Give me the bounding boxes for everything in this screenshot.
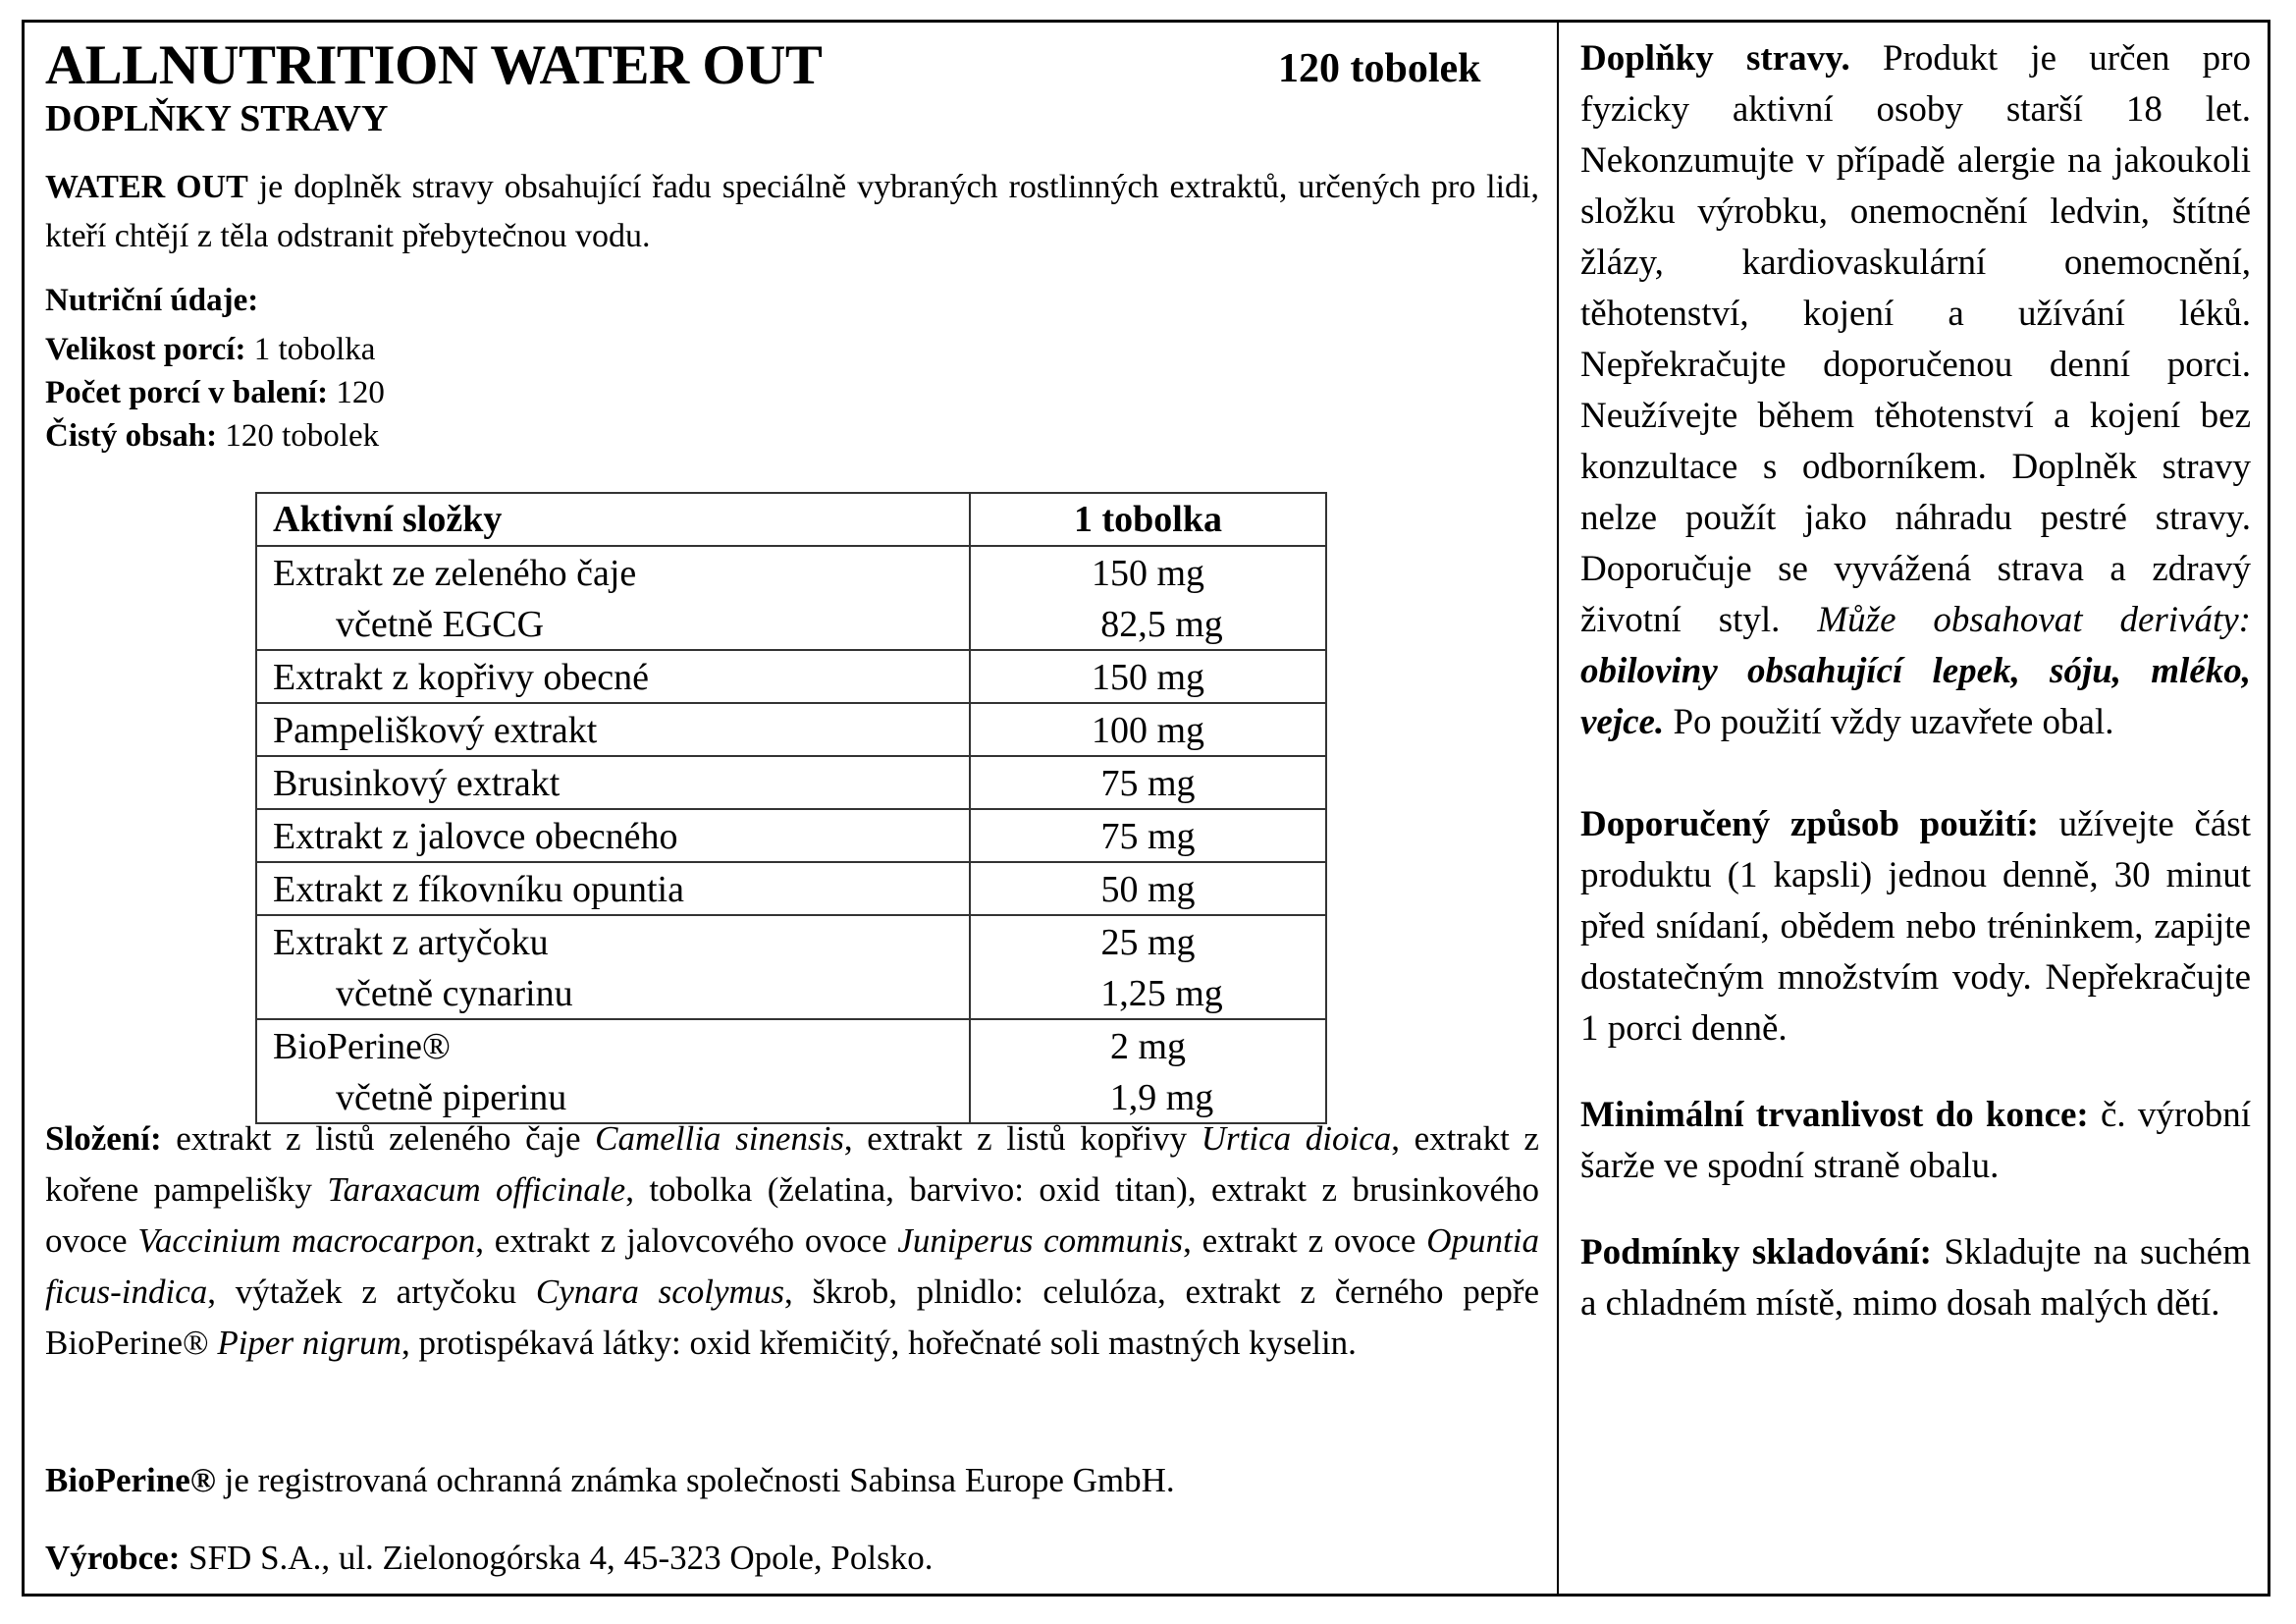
ingredient-amount: 75 mg bbox=[1100, 816, 1196, 857]
ingredient-sub-amount: 1,9 mg bbox=[1109, 1077, 1214, 1118]
table-header-row bbox=[256, 493, 1326, 546]
ingredient-amount-cell bbox=[970, 809, 1326, 862]
latin-name: Piper nigrum bbox=[217, 1324, 401, 1362]
composition bbox=[45, 1113, 1539, 1369]
manufacturer bbox=[45, 1533, 1539, 1584]
ingredient-name: Extrakt z fíkovníku opuntia bbox=[273, 869, 684, 910]
warnings-label: Doplňky stravy. bbox=[1580, 38, 1850, 79]
ingredient-name-cell bbox=[256, 703, 970, 756]
product-category: DOPLŇKY STRAVY bbox=[45, 98, 389, 139]
usage-text: užívejte část produktu (1 kapsli) jednou denně, 30 minut před snídaní, obědem nebo tréninkem, zapijte dostatečným množstvím vody. Nepřekračujte 1 porci denně. bbox=[1580, 804, 2251, 1049]
right-column bbox=[1580, 33, 2251, 1329]
product-title: ALLNUTRITION WATER OUT bbox=[45, 34, 823, 96]
ingredient-name: Extrakt ze zeleného čaje bbox=[273, 553, 637, 594]
table-row bbox=[256, 546, 1326, 650]
ingredient-amount-cell bbox=[970, 546, 1326, 650]
intro-text: je doplněk stravy obsahující řadu speciálně vybraných rostlinných extraktů, určených pro lidi, kteří chtějí z těla odstranit přebytečnou vodu. bbox=[45, 169, 1539, 254]
composition-fragment: , výtažek z artyčoku bbox=[207, 1272, 536, 1311]
table-row bbox=[256, 650, 1326, 703]
capsule-count: 120 tobolek bbox=[1278, 46, 1481, 91]
serving-size-label: Velikost porcí: bbox=[45, 332, 246, 367]
ingredient-name: BioPerine® bbox=[273, 1026, 451, 1067]
composition-fragment: , protispékavá látky: oxid křemičitý, hořečnaté soli mastných kyselin. bbox=[400, 1324, 1357, 1362]
ingredient-amount-cell bbox=[970, 1019, 1326, 1123]
ingredient-amount: 150 mg bbox=[1091, 657, 1205, 698]
composition-fragment: , extrakt z jalovcového ovoce bbox=[475, 1221, 898, 1260]
table-row bbox=[256, 809, 1326, 862]
storage-label: Podmínky skladování: bbox=[1580, 1232, 1932, 1272]
trademark-text: je registrovaná ochranná známka společnosti Sabinsa Europe GmbH. bbox=[215, 1461, 1175, 1499]
usage-label: Doporučený způsob použití: bbox=[1580, 804, 2039, 844]
ingredient-name-cell bbox=[256, 862, 970, 915]
ingredient-sub-amount: 1,25 mg bbox=[1100, 973, 1223, 1014]
latin-name: Urtica dioica bbox=[1201, 1119, 1392, 1158]
ingredient-name: Brusinkový extrakt bbox=[273, 763, 561, 804]
table-row bbox=[256, 915, 1326, 1019]
nutrition-heading: Nutriční údaje: bbox=[45, 283, 259, 318]
ingredient-amount-cell bbox=[970, 650, 1326, 703]
ingredient-sub-name: včetně cynarinu bbox=[336, 973, 573, 1014]
ingredient-amount-cell bbox=[970, 862, 1326, 915]
ingredient-amount-cell bbox=[970, 703, 1326, 756]
servings-per-pack bbox=[45, 371, 1539, 414]
composition-fragment: extrakt z listů zeleného čaje bbox=[161, 1119, 596, 1158]
ingredient-sub-name: včetně EGCG bbox=[336, 604, 545, 645]
servings-per-pack-label: Počet porcí v balení: bbox=[45, 375, 329, 410]
spacer bbox=[1580, 1192, 2251, 1227]
storage-info bbox=[1580, 1227, 2251, 1329]
expiry-label: Minimální trvanlivost do konce: bbox=[1580, 1095, 2089, 1135]
storage-text: Skladujte na suchém a chladném místě, mimo dosah malých dětí. bbox=[1580, 1232, 2251, 1324]
ingredient-sub-name: včetně piperinu bbox=[336, 1077, 567, 1118]
latin-name: Vaccinium macrocarpon bbox=[137, 1221, 476, 1260]
ingredient-amount: 2 mg bbox=[1109, 1026, 1187, 1067]
usage-instructions bbox=[1580, 799, 2251, 1055]
spacer bbox=[1580, 748, 2251, 799]
serving-size bbox=[45, 328, 1539, 371]
manufacturer-text: SFD S.A., ul. Zielonogórska 4, 45-323 Opole, Polsko. bbox=[180, 1539, 934, 1577]
title-row bbox=[45, 31, 1539, 100]
nutrition-info bbox=[45, 279, 1539, 458]
ingredient-amount: 25 mg bbox=[1100, 922, 1196, 963]
ingredient-name-cell bbox=[256, 1019, 970, 1123]
composition-text bbox=[45, 1119, 1539, 1362]
expiry-text: č. výrobní šarže ve spodní straně obalu. bbox=[1580, 1095, 2251, 1186]
latin-name: Juniperus communis bbox=[897, 1221, 1184, 1260]
expiry-info bbox=[1580, 1090, 2251, 1192]
ingredients-table bbox=[255, 492, 1327, 1124]
column-header-ingredient: Aktivní složky bbox=[256, 493, 970, 546]
latin-name: Camellia sinensis bbox=[595, 1119, 844, 1158]
ingredient-amount: 50 mg bbox=[1100, 869, 1196, 910]
ingredient-sub-amount: 82,5 mg bbox=[1100, 604, 1223, 645]
table-row bbox=[256, 756, 1326, 809]
ingredient-amount: 150 mg bbox=[1091, 553, 1205, 594]
allergen-list: obiloviny obsahující lepek, sóju, mléko, vejce. bbox=[1580, 651, 2251, 742]
product-description bbox=[45, 163, 1539, 261]
ingredient-amount: 100 mg bbox=[1091, 710, 1205, 751]
ingredient-name-cell bbox=[256, 756, 970, 809]
composition-fragment: , škrob, plnidlo: celulóza, extrakt z černého pepře BioPerine® bbox=[45, 1272, 1540, 1362]
serving-size-value: 1 tobolka bbox=[245, 332, 376, 367]
ingredient-name-cell bbox=[256, 915, 970, 1019]
warnings-text: Produkt je určen pro fyzicky aktivní osoby starší 18 let. Nekonzumujte v případě alergie na jakoukoli složku výrobku, onemocnění ledvin, štítné žlázy, kardiovaskulární onemocnění, těhotenství, kojení a užívání léků. Nepřekračujte doporučenou denní porci. Neužívejte během těhotenství a kojení bez konzultace s odborníkem. Doplněk stravy nelze použít jako náhradu pestré stravy. Doporučuje se vyvážená strava a zdravý životní styl. bbox=[1580, 38, 2251, 640]
ingredient-name: Extrakt z jalovce obecného bbox=[273, 816, 678, 857]
trademark-name: BioPerine® bbox=[45, 1461, 216, 1499]
composition-fragment: , extrakt z ovoce bbox=[1183, 1221, 1427, 1260]
ingredient-name-cell bbox=[256, 650, 970, 703]
ingredient-name: Extrakt z kopřivy obecné bbox=[273, 657, 650, 698]
manufacturer-label: Výrobce: bbox=[45, 1539, 181, 1577]
allergen-intro: Může obsahovat deriváty: bbox=[1817, 600, 2251, 640]
left-column bbox=[45, 31, 1539, 458]
ingredient-amount-cell bbox=[970, 756, 1326, 809]
latin-name: Opuntia ficus-indica bbox=[45, 1221, 1539, 1311]
ingredient-name: Pampeliškový extrakt bbox=[273, 710, 598, 751]
net-content-label: Čistý obsah: bbox=[45, 418, 218, 454]
composition-fragment: , tobolka (želatina, barvivo: oxid titan), extrakt z brusinkového ovoce bbox=[45, 1170, 1539, 1260]
table-row bbox=[256, 862, 1326, 915]
warnings bbox=[1580, 33, 2251, 748]
composition-fragment: , extrakt z kořene pampelišky bbox=[45, 1119, 1539, 1209]
spacer bbox=[1580, 1055, 2251, 1090]
net-content-value: 120 tobolek bbox=[217, 418, 380, 454]
ingredient-name-cell bbox=[256, 809, 970, 862]
composition-fragment: , extrakt z listů kopřivy bbox=[843, 1119, 1201, 1158]
ingredient-name-cell bbox=[256, 546, 970, 650]
composition-label: Složení: bbox=[45, 1119, 162, 1158]
ingredient-amount: 75 mg bbox=[1100, 763, 1196, 804]
net-content bbox=[45, 414, 1539, 458]
servings-per-pack-value: 120 bbox=[328, 375, 385, 410]
latin-name: Cynara scolymus bbox=[535, 1272, 784, 1311]
table-row bbox=[256, 1019, 1326, 1123]
table-row bbox=[256, 703, 1326, 756]
trademark-note bbox=[45, 1455, 1539, 1506]
ingredient-name: Extrakt z artyčoku bbox=[273, 922, 549, 963]
latin-name: Taraxacum officinale bbox=[327, 1170, 626, 1209]
column-header-amount: 1 tobolka bbox=[970, 493, 1326, 546]
column-divider bbox=[1557, 20, 1559, 1597]
closing-instruction: Po použití vždy uzavřete obal. bbox=[1664, 702, 2114, 742]
intro-product-name: WATER OUT bbox=[45, 169, 248, 205]
ingredient-amount-cell bbox=[970, 915, 1326, 1019]
